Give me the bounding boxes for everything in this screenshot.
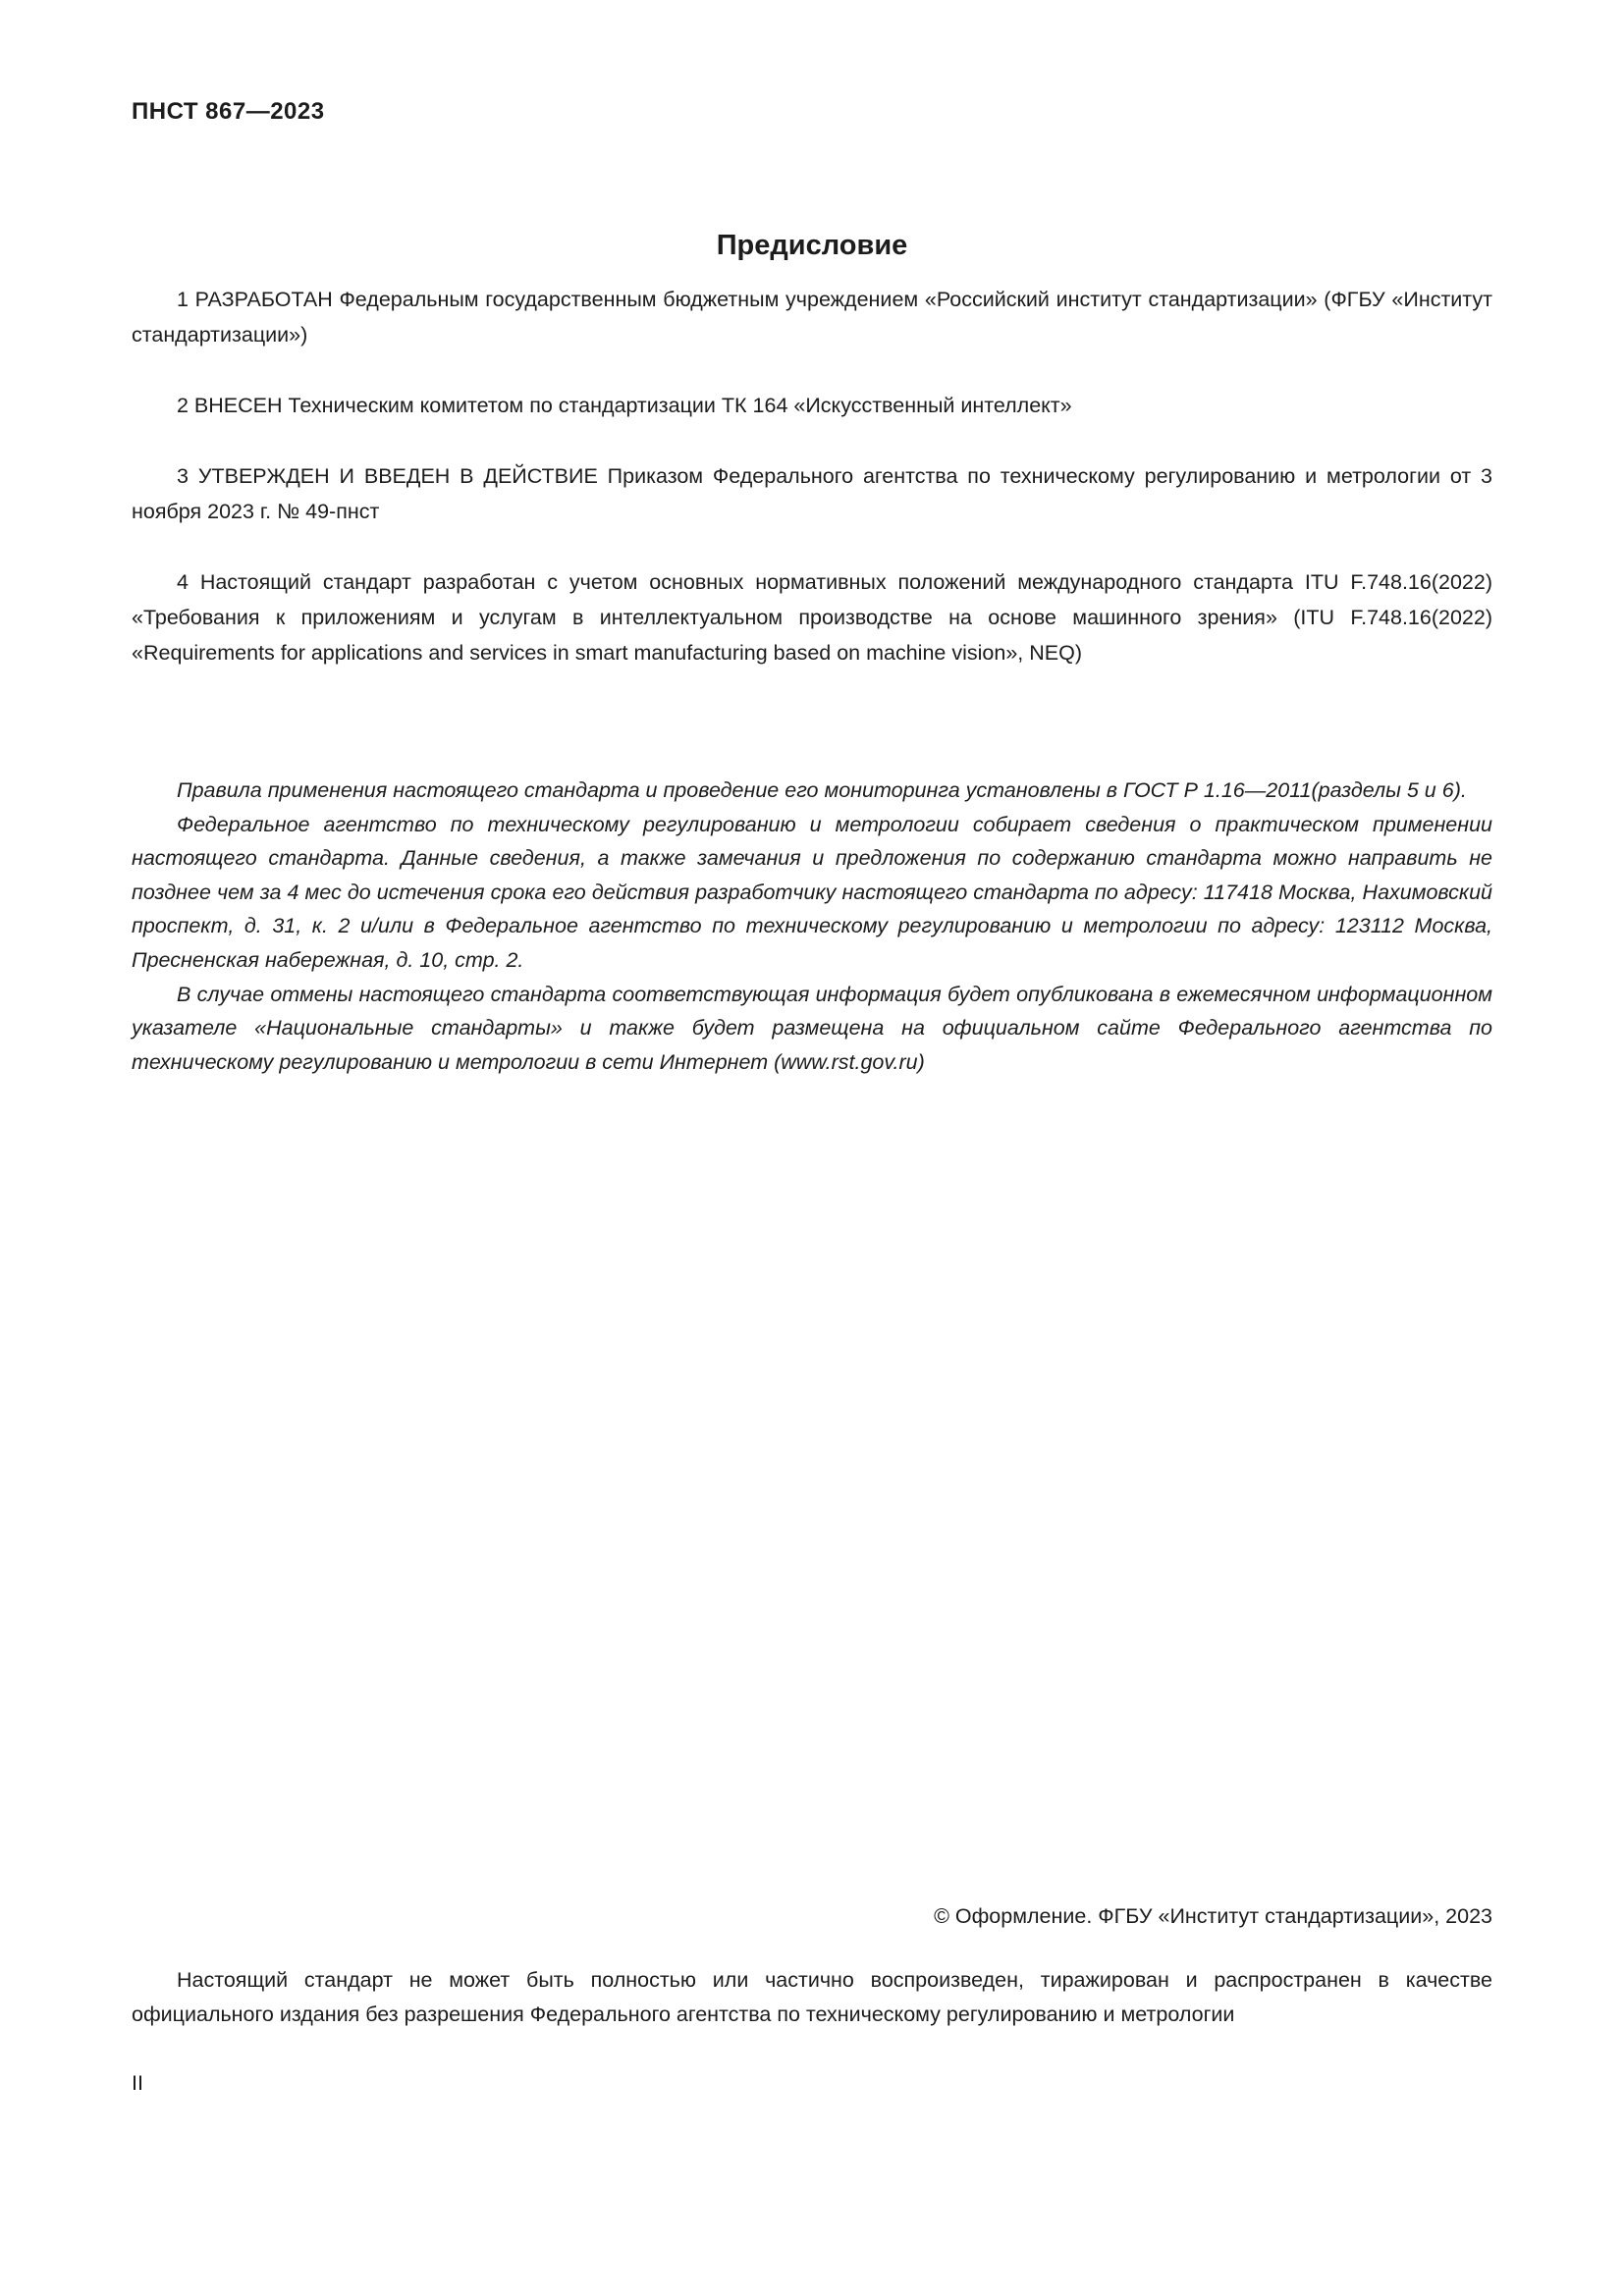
rules-paragraph-1: Правила применения настоящего стандарта и проведение его мониторинга установлены в ГОСТ Р 1.16—2011(разделы 5 и 6).: [177, 778, 1467, 802]
foreword-item-2: 2 ВНЕСЕН Техническим комитетом по стандартизации ТК 164 «Искусственный интеллект»: [177, 394, 1072, 417]
doc-code: ПНСТ 867—2023: [132, 98, 325, 125]
reproduction-restriction-text: Настоящий стандарт не может быть полностью или частично воспроизведен, тиражирован и распространен в качестве официального издания без разрешения Федерального агентства по техническому регулированию и метрологии: [132, 1968, 1492, 2026]
foreword-item-3: 3 УТВЕРЖДЕН И ВВЕДЕН В ДЕЙСТВИЕ Приказом Федерального агентства по техническому регулированию и метрологии от 3 ноября 2023 г. № 49-пнст: [132, 464, 1492, 523]
rules-paragraph-2: Федеральное агентство по техническому регулированию и метрологии собирает сведения о практическом применении настоящего стандарта. Данные сведения, а также замечания и предложения по содержанию стандарта можно направить не позднее чем за 4 мес до истечения срока его действия разработчику настоящего стандарта по адресу: 117418 Москва, Нахимовский проспект, д. 31, к. 2 и/или в Федеральное агентство по техническому регулированию и метрологии по адресу: 123112 Москва, Пресненская набережная, д. 10, стр. 2.: [132, 812, 1492, 972]
page-title: Предисловие: [716, 230, 908, 261]
copyright-notice: © Оформление. ФГБУ «Институт стандартизации», 2023: [934, 1904, 1492, 1928]
foreword-item-4: 4 Настоящий стандарт разработан с учетом основных нормативных положений международного стандарта ITU F.748.16(2022) «Требования к приложениям и услугам в интеллектуальном производстве на основе машинного зрения» (ITU F.748.16(2022) «Requirements for applications and services in smart manufacturing based on machine vision», NEQ): [132, 570, 1492, 665]
page-number: II: [132, 2071, 143, 2095]
foreword-section: [132, 282, 1492, 706]
foreword-item-1: 1 РАЗРАБОТАН Федеральным государственным бюджетным учреждением «Российский институт стандартизации» (ФГБУ «Институт стандартизации»): [132, 288, 1492, 347]
application-rules-section: [132, 774, 1492, 1079]
rules-paragraph-3: В случае отмены настоящего стандарта соответствующая информация будет опубликована в ежемесячном информационном указателе «Национальные стандарты» и также будет размещена на официальном сайте Федерального агентства по техническому регулированию и метрологии в сети Интернет (www.rst.gov.ru): [132, 982, 1492, 1074]
